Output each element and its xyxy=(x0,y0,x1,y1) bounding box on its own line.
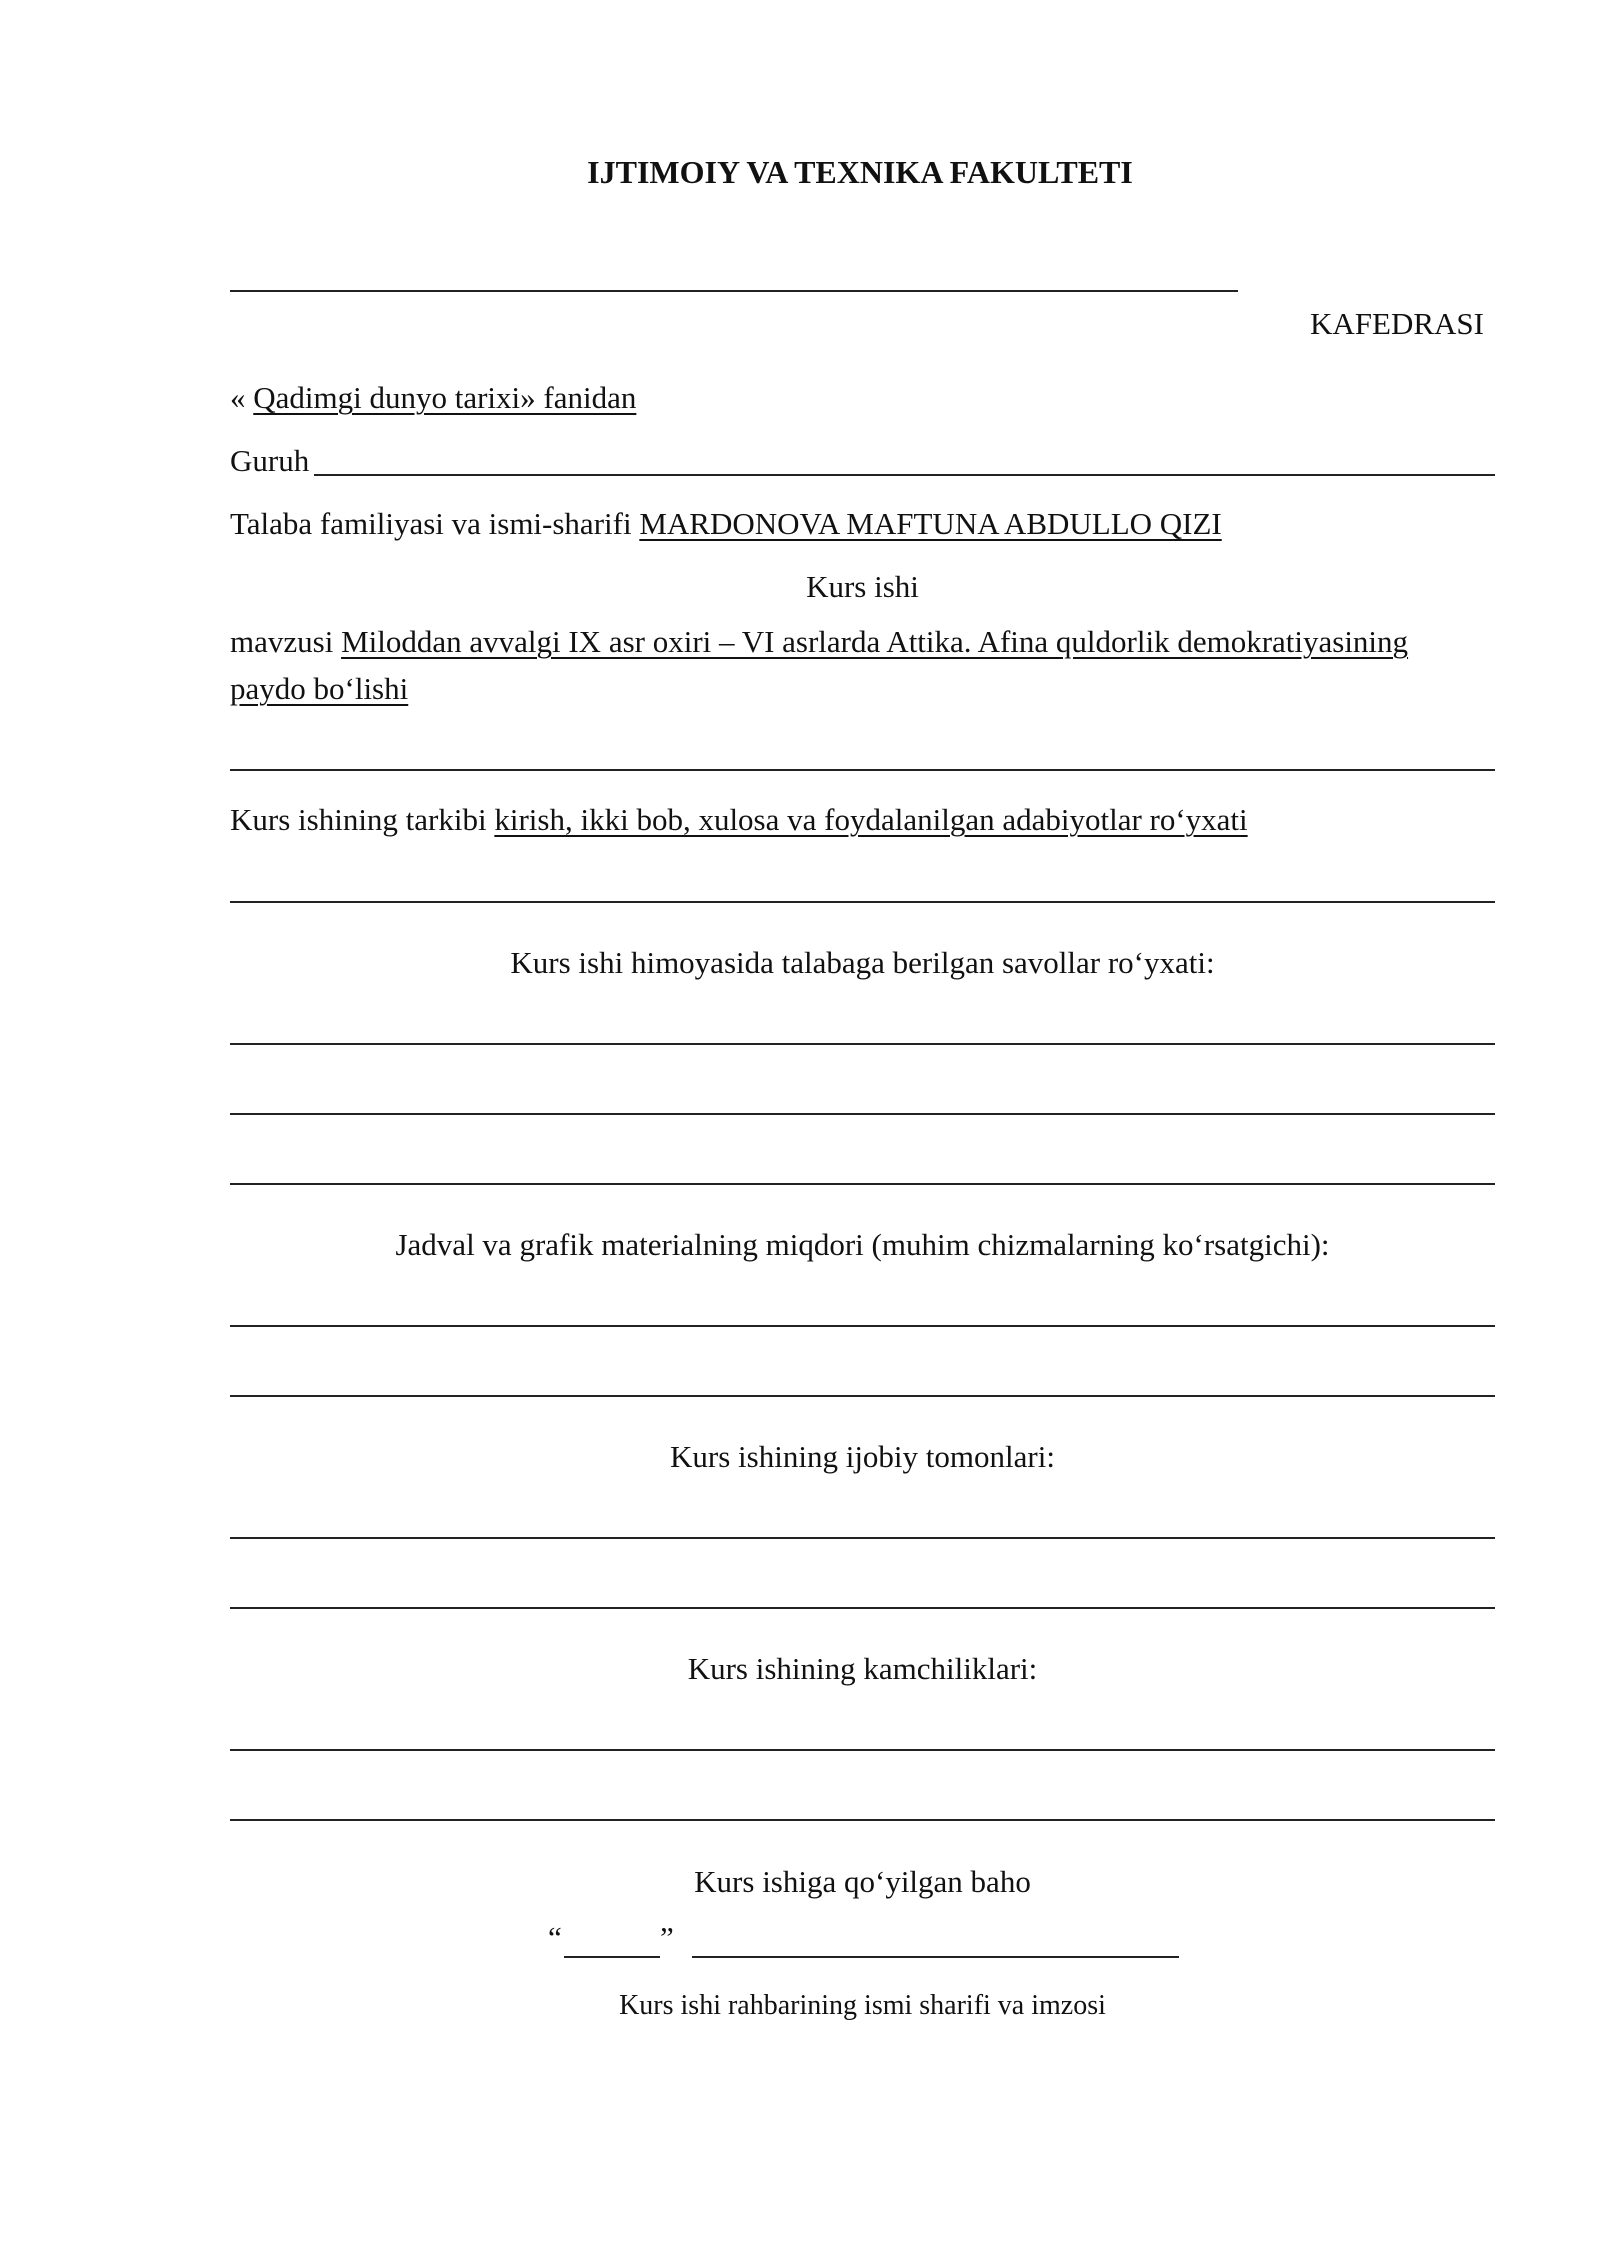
blank-line xyxy=(230,901,1495,903)
blank-line xyxy=(230,1819,1495,1821)
student-label: Talaba familiyasi va ismi-sharifi xyxy=(230,506,640,541)
signature-blank-line xyxy=(692,1956,1179,1958)
course-work-heading: Kurs ishi xyxy=(806,569,919,604)
subject-name: Qadimgi dunyo tarixi» fanidan xyxy=(253,380,637,415)
structure-value: kirish, ikki bob, xulosa va foydalanilgan adabiyotlar ro‘yxati xyxy=(494,802,1248,837)
topic-line-1 xyxy=(230,622,1408,662)
blank-line xyxy=(230,1749,1495,1751)
department-label: KAFEDRASI xyxy=(1310,306,1484,341)
group-blank-line xyxy=(314,474,1495,476)
blank-line xyxy=(230,1537,1495,1539)
blank-line xyxy=(230,1325,1495,1327)
shortcomings-heading: Kurs ishining kamchiliklari: xyxy=(687,1651,1038,1686)
blank-line xyxy=(230,1183,1495,1185)
blank-line xyxy=(230,1113,1495,1115)
structure-label: Kurs ishining tarkibi xyxy=(230,802,495,837)
grade-open-quote: “ xyxy=(548,1920,562,1955)
subject-line xyxy=(230,378,636,418)
grade-heading: Kurs ishiga qo‘yilgan baho xyxy=(694,1864,1031,1899)
blank-line xyxy=(230,769,1495,771)
faculty-title: IJTIMOIY VA TEXNIKA FAKULTETI xyxy=(587,154,1133,190)
questions-heading: Kurs ishi himoyasida talabaga berilgan savollar ro‘yxati: xyxy=(510,945,1215,980)
group-label: Guruh xyxy=(230,443,310,478)
grade-blank-line xyxy=(564,1956,660,1958)
blank-line xyxy=(230,1043,1495,1045)
topic-text-1: Miloddan avvalgi IX asr oxiri – VI asrlarda Attika. Afina quldorlik demokratiyasining xyxy=(341,624,1409,659)
department-blank-line xyxy=(230,290,1238,292)
student-name: MARDONOVA MAFTUNA ABDULLO QIZI xyxy=(639,506,1222,541)
positives-heading: Kurs ishining ijobiy tomonlari: xyxy=(670,1439,1055,1474)
blank-line xyxy=(230,1395,1495,1397)
blank-line xyxy=(230,1607,1495,1609)
topic-line-2 xyxy=(230,669,408,709)
grade-close-quote: ” xyxy=(660,1920,674,1955)
subject-open-quote: « xyxy=(230,380,254,415)
topic-label: mavzusi xyxy=(230,624,342,659)
signature-caption: Kurs ishi rahbarining ismi sharifi va imzosi xyxy=(619,1990,1106,2021)
student-line xyxy=(230,504,1222,544)
topic-text-2: paydo bo‘lishi xyxy=(230,671,409,706)
structure-line xyxy=(230,800,1248,840)
materials-heading: Jadval va grafik materialning miqdori (muhim chizmalarning ko‘rsatgichi): xyxy=(395,1227,1330,1262)
